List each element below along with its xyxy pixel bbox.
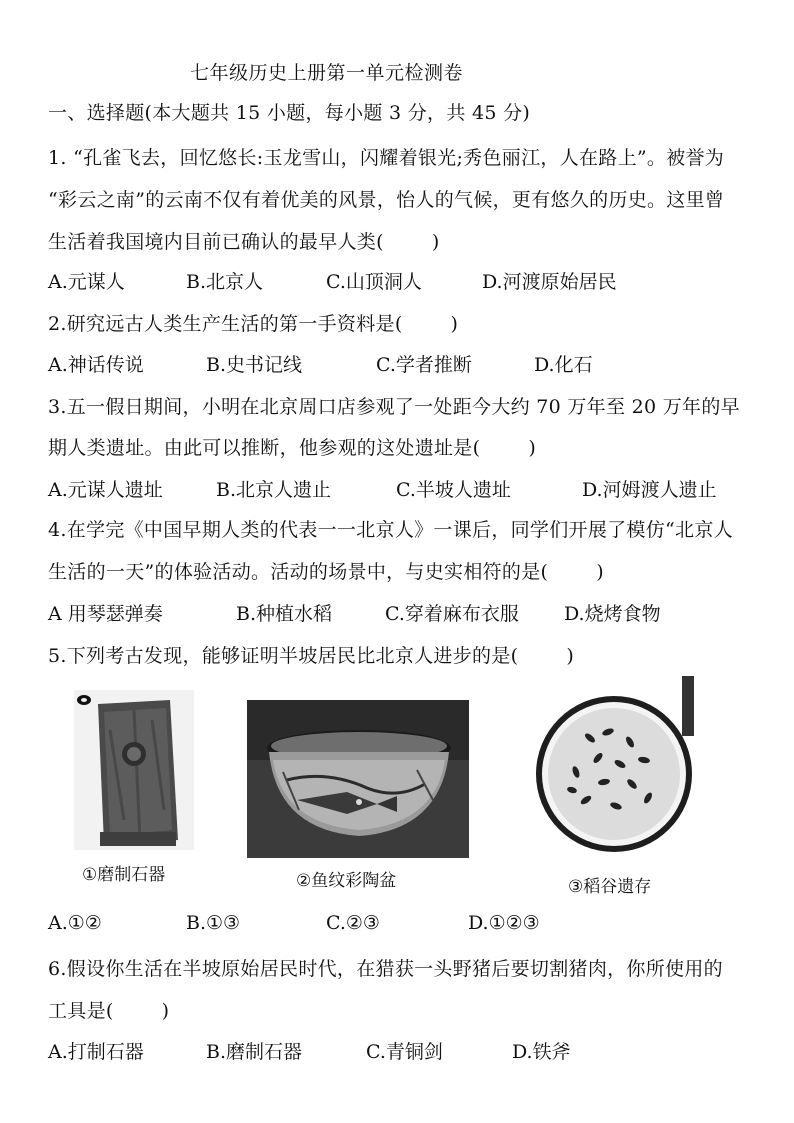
- q2-paren-close: ): [450, 313, 459, 335]
- q1-stem-end: 生活着我国境内目前已确认的最早人类(: [48, 231, 384, 253]
- polished-stone-tool-image: [74, 690, 194, 850]
- image-caption-2: ②鱼纹彩陶盆: [296, 871, 397, 891]
- q1-line-3: [48, 227, 440, 254]
- q3-stem-end: 期人类遗址。由此可以推断，他参观的这处遗址是(: [48, 437, 481, 459]
- rice-grain-remains-image: [532, 676, 694, 866]
- q2-line-1: [48, 309, 458, 336]
- q5-option-c[interactable]: C.②③: [326, 912, 380, 934]
- q6-paren-close: ): [161, 1000, 170, 1022]
- q3-line-2: [48, 433, 536, 460]
- q3-line-1: 3.五一假日期间，小明在北京周口店参观了一处距今大约 70 万年至 20 万年的早: [48, 396, 740, 418]
- q3-option-a[interactable]: A.元谋人遗址: [48, 479, 163, 501]
- q4-paren-close: ): [596, 561, 604, 583]
- q6-option-c[interactable]: C.青铜剑: [366, 1041, 443, 1063]
- q5-paren-close: ): [566, 645, 575, 667]
- q4-option-a[interactable]: A 用琴瑟弹奏: [48, 603, 163, 625]
- q3-option-d[interactable]: D.河姆渡人遗止: [582, 479, 717, 501]
- q4-option-c[interactable]: C.穿着麻布衣服: [385, 603, 519, 625]
- q1-option-d[interactable]: D.河渡原始居民: [482, 271, 617, 293]
- q4-option-d[interactable]: D.烧烤食物: [564, 603, 661, 625]
- q2-option-d[interactable]: D.化石: [534, 354, 593, 376]
- q2-option-a[interactable]: A.神话传说: [48, 354, 144, 376]
- q3-option-c[interactable]: C.半坡人遗址: [396, 479, 511, 501]
- q4-line-1: 4.在学完《中国早期人类的代表一一北京人》一课后，同学们开展了模仿“北京人: [48, 519, 733, 541]
- q4-option-b[interactable]: B.种植水稻: [236, 603, 333, 625]
- q1-option-b[interactable]: B.北京人: [186, 271, 264, 293]
- fish-pattern-pottery-basin-image: [247, 700, 469, 858]
- q6-option-d[interactable]: D.铁斧: [512, 1041, 571, 1063]
- q6-option-b[interactable]: B.磨制石器: [206, 1041, 303, 1063]
- q6-line-1: 6.假设你生活在半坡原始居民时代，在猎获一头野猪后要切割猪肉，你所使用的: [48, 958, 723, 980]
- q6-option-a[interactable]: A.打制石器: [48, 1041, 144, 1063]
- q1-line-2: “彩云之南”的云南不仅有着优美的风景，怡人的气候，更有悠久的历史。这里曾: [48, 189, 725, 211]
- q2-option-b[interactable]: B.史书记线: [206, 354, 303, 376]
- q5-stem: 5.下列考古发现，能够证明半坡居民比北京人进步的是(: [48, 645, 519, 667]
- q5-option-b[interactable]: B.①③: [186, 912, 241, 934]
- q2-option-c[interactable]: C.学者推断: [376, 354, 472, 376]
- q5-option-a[interactable]: A.①②: [48, 912, 102, 934]
- q5-option-d[interactable]: D.①②③: [468, 912, 540, 934]
- q6-stem-end: 工具是(: [48, 1000, 114, 1022]
- q1-line-1: 1. “孔雀飞去，回忆悠长:玉龙雪山，闪耀着银光;秀色丽江，人在路上”。被誉为: [48, 147, 725, 169]
- q6-line-2: [48, 996, 169, 1023]
- q3-paren-close: ): [528, 437, 537, 459]
- q4-line-2: [48, 557, 604, 584]
- section-heading: 一、选择题(本大题共 15 小题，每小题 3 分，共 45 分): [48, 102, 531, 124]
- q1-option-c[interactable]: C.山顶洞人: [326, 271, 422, 293]
- q1-option-a[interactable]: A.元谋人: [48, 271, 125, 293]
- q1-paren-close: ): [431, 231, 440, 253]
- q3-option-b[interactable]: B.北京人遗止: [216, 479, 332, 501]
- q4-stem-end: 生活的一天”的体验活动。活动的场景中，与史实相符的是(: [48, 561, 549, 583]
- image-caption-3: ③稻谷遗存: [568, 877, 652, 897]
- q5-line-1: [48, 641, 574, 668]
- page-title: 七年级历史上册第一单元检测卷: [190, 62, 464, 84]
- q2-stem: 2.研究远古人类生产生活的第一手资料是(: [48, 313, 403, 335]
- image-caption-1: ①磨制石器: [82, 865, 166, 885]
